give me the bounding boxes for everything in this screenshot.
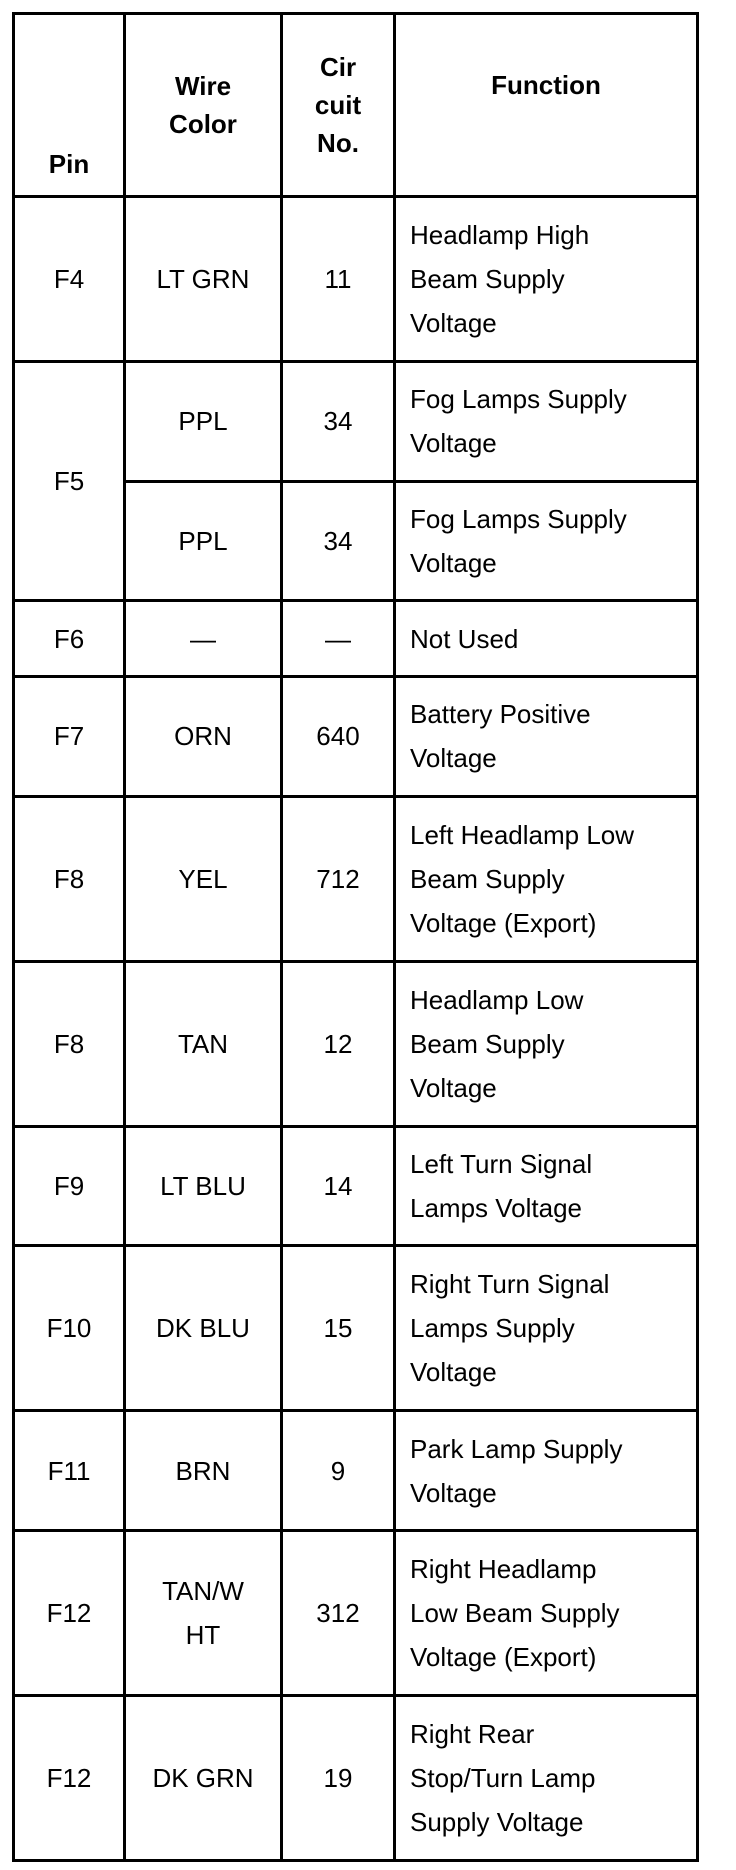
function-line: Lamps Supply [410,1313,575,1344]
connector-pinout-table [12,12,699,1862]
circuit-cell: 712 [282,796,395,961]
circuit-cell: 312 [282,1530,395,1695]
wire-color-cell: PPL [125,481,282,601]
pin-cell: F5 [14,362,125,601]
function-line: Stop/Turn Lamp [410,1762,596,1793]
function-line: Voltage (Export) [410,1641,597,1672]
table-row [14,1126,698,1246]
function-line: Beam Supply [410,863,565,894]
function-cell [395,961,698,1126]
function-line: Fog Lamps Supply [410,503,627,534]
function-cell [395,1246,698,1411]
circuit-cell: 12 [282,961,395,1126]
pin-cell: F10 [14,1246,125,1411]
function-line: Not Used [410,623,519,654]
function-cell [395,481,698,601]
wire-color-cell: LT GRN [125,197,282,362]
pin-cell: F8 [14,796,125,961]
circuit-cell: 640 [282,677,395,797]
circuit-cell: — [282,601,395,677]
function-cell [395,796,698,961]
pin-cell: F8 [14,961,125,1126]
pin-cell: F12 [14,1530,125,1695]
wire-color-line: HT [185,1619,221,1650]
table-row [14,1530,698,1695]
function-line: Voltage (Export) [410,907,597,938]
table-row [14,1695,698,1860]
wire-color-cell [125,1530,282,1695]
function-line: Right Turn Signal [410,1269,610,1300]
function-line: Park Lamp Supply [410,1433,623,1464]
circuit-cell: 15 [282,1246,395,1411]
function-cell [395,601,698,677]
function-line: Voltage [410,1072,497,1103]
header-wire-color-line: Color [169,109,237,139]
function-line: Battery Positive [410,699,591,730]
wire-color-cell: DK BLU [125,1246,282,1411]
pin-cell: F9 [14,1126,125,1246]
table-row [14,796,698,961]
pin-cell: F7 [14,677,125,797]
function-line: Right Headlamp [410,1553,597,1584]
header-wire-color [125,14,282,197]
table-row [14,677,698,797]
function-line: Beam Supply [410,264,565,295]
function-line: Left Headlamp Low [410,819,635,850]
function-line: Left Turn Signal [410,1148,593,1179]
function-line: Voltage [410,743,497,774]
pin-cell: F6 [14,601,125,677]
function-line: Fog Lamps Supply [410,384,627,415]
function-cell [395,1126,698,1246]
function-cell [395,677,698,797]
table-row [14,1411,698,1531]
circuit-cell: 34 [282,481,395,601]
pinout-table-container [12,12,696,1862]
function-line: Beam Supply [410,1028,565,1059]
function-line: Voltage [410,1477,497,1508]
header-wire-color-line: Wire [174,71,232,101]
wire-color-cell: BRN [125,1411,282,1531]
function-line: Right Rear [410,1718,535,1749]
header-circuit-line: Cir [319,52,357,82]
table-row [14,601,698,677]
header-circuit-line: cuit [314,90,362,120]
table-row [14,197,698,362]
circuit-cell: 34 [282,362,395,482]
wire-color-cell: TAN [125,961,282,1126]
table-row [14,362,698,482]
header-pin: Pin [14,14,125,197]
wire-color-cell: DK GRN [125,1695,282,1860]
function-line: Supply Voltage [410,1806,584,1837]
function-cell [395,1530,698,1695]
wire-color-cell: LT BLU [125,1126,282,1246]
table-row [14,961,698,1126]
function-cell [395,1411,698,1531]
pin-cell: F11 [14,1411,125,1531]
header-row [14,14,698,197]
wire-color-cell: — [125,601,282,677]
wire-color-line: TAN/W [162,1575,244,1606]
header-circuit-no [282,14,395,197]
function-line: Voltage [410,428,497,459]
function-line: Voltage [410,308,497,339]
function-line: Lamps Voltage [410,1192,583,1223]
circuit-cell: 19 [282,1695,395,1860]
function-line: Headlamp Low [410,984,584,1015]
function-cell [395,197,698,362]
wire-color-cell: ORN [125,677,282,797]
circuit-cell: 11 [282,197,395,362]
function-line: Low Beam Supply [410,1597,620,1628]
circuit-cell: 14 [282,1126,395,1246]
circuit-cell: 9 [282,1411,395,1531]
function-line: Voltage [410,547,497,578]
wire-color-cell: YEL [125,796,282,961]
header-circuit-line: No. [317,128,359,158]
function-line: Voltage [410,1357,497,1388]
header-function: Function [395,14,698,197]
function-cell [395,1695,698,1860]
pin-cell: F4 [14,197,125,362]
table-row [14,1246,698,1411]
function-line: Headlamp High [410,220,590,251]
wire-color-cell: PPL [125,362,282,482]
pin-cell: F12 [14,1695,125,1860]
function-cell [395,362,698,482]
